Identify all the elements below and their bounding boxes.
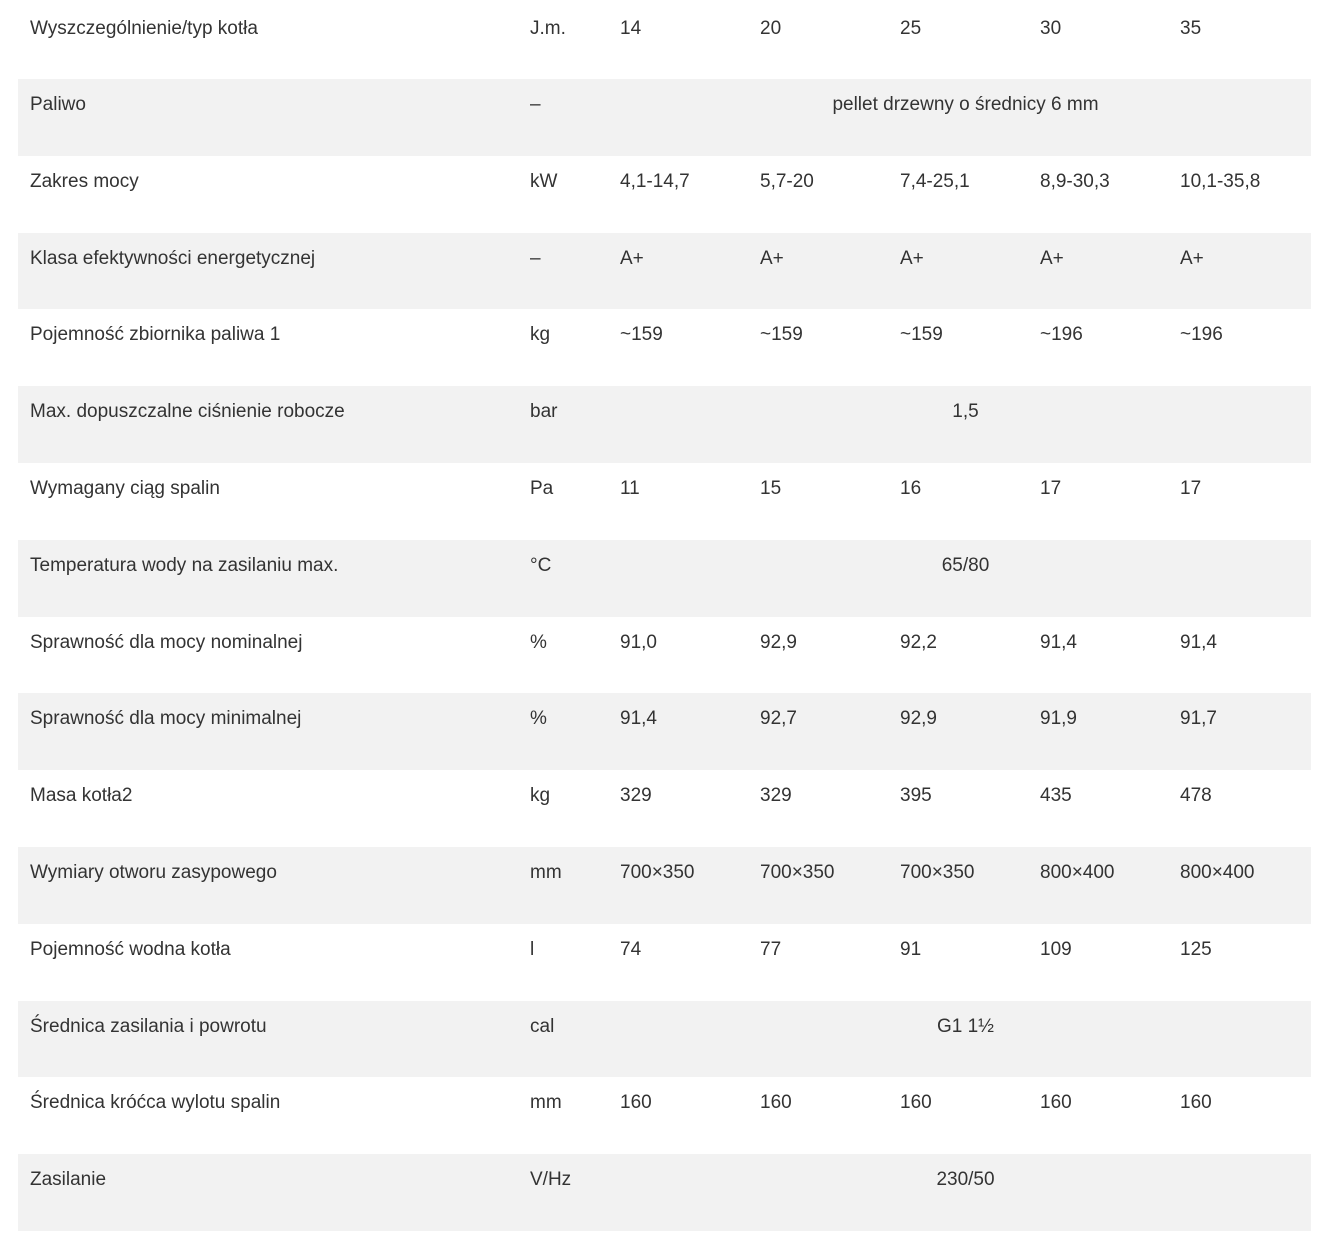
row-value-cell: ~159 [620, 324, 663, 346]
table-row [18, 1001, 1311, 1078]
row-unit-cell: – [530, 94, 541, 115]
row-unit-cell: cal [530, 1015, 555, 1037]
row-merged-value-cell: 1,5 [952, 401, 979, 423]
header-type-cell: 25 [900, 18, 922, 39]
row-value-cell: 478 [1180, 785, 1212, 807]
row-label-cell: Pojemność wodna kotła [30, 938, 231, 960]
row-label-cell: Średnica króćca wylotu spalin [30, 1092, 281, 1114]
row-label-cell: Temperatura wody na zasilaniu max. [30, 554, 339, 576]
row-unit-cell: l [530, 938, 535, 960]
row-value-cell: 77 [760, 938, 782, 960]
row-unit-cell: kg [530, 785, 551, 807]
table-row [18, 770, 1311, 847]
header-type-cell: 30 [1040, 18, 1062, 39]
row-value-cell: 15 [760, 477, 782, 499]
row-value-cell: 125 [1180, 938, 1212, 960]
row-unit-cell: mm [530, 1092, 562, 1114]
table-row [18, 540, 1311, 617]
row-unit-cell: kW [530, 170, 558, 192]
row-value-cell: 700×350 [900, 861, 975, 883]
table-row [18, 386, 1311, 463]
row-label-cell: Masa kotła2 [30, 785, 133, 807]
row-unit-cell: % [530, 708, 547, 730]
row-label-cell: Paliwo [30, 94, 86, 115]
table-row [18, 233, 1311, 310]
row-value-cell: 800×400 [1180, 861, 1255, 883]
row-label-cell: Wymagany ciąg spalin [30, 477, 220, 499]
table-row [18, 847, 1311, 924]
table-row [18, 924, 1311, 1001]
row-value-cell: A+ [1040, 247, 1064, 269]
table-header-row [18, 0, 1311, 79]
row-label-cell: Klasa efektywności energetycznej [30, 247, 316, 269]
header-type-cell: 35 [1180, 18, 1202, 39]
row-value-cell: ~159 [900, 324, 943, 346]
table-row [18, 309, 1311, 386]
header-type-cell: 20 [760, 18, 782, 39]
row-value-cell: 92,2 [900, 631, 937, 653]
row-value-cell: 92,9 [760, 631, 797, 653]
row-value-cell: ~159 [760, 324, 803, 346]
row-label-cell: Zasilanie [30, 1169, 107, 1191]
row-label-cell: Sprawność dla mocy nominalnej [30, 631, 303, 653]
row-value-cell: 91,4 [1040, 631, 1077, 653]
row-value-cell: 17 [1180, 477, 1202, 499]
row-value-cell: 92,9 [900, 708, 937, 730]
row-value-cell: 92,7 [760, 708, 797, 730]
row-value-cell: 11 [620, 477, 640, 499]
row-value-cell: 700×350 [620, 861, 695, 883]
row-merged-value-cell: pellet drzewny o średnicy 6 mm [832, 94, 1099, 115]
table-row [18, 463, 1311, 540]
boiler-spec-table [18, 0, 1311, 1231]
row-value-cell: A+ [620, 247, 644, 269]
row-value-cell: 91,4 [1180, 631, 1217, 653]
row-value-cell: 160 [760, 1092, 792, 1114]
row-unit-cell: V/Hz [530, 1169, 572, 1191]
table-row [18, 693, 1311, 770]
row-value-cell: 329 [760, 785, 792, 807]
row-value-cell: A+ [1180, 247, 1204, 269]
row-label-cell: Pojemność zbiornika paliwa 1 [30, 324, 281, 346]
row-unit-cell: °C [530, 554, 552, 576]
row-value-cell: 109 [1040, 938, 1072, 960]
header-label-cell: Wyszczególnienie/typ kotła [30, 18, 258, 39]
row-value-cell: 395 [900, 785, 932, 807]
table-row [18, 156, 1311, 233]
row-value-cell: A+ [760, 247, 784, 269]
row-unit-cell: bar [530, 401, 558, 423]
row-value-cell: 16 [900, 477, 922, 499]
row-merged-value-cell: 65/80 [941, 554, 990, 576]
row-value-cell: 7,4-25,1 [900, 170, 970, 192]
row-label-cell: Średnica zasilania i powrotu [30, 1015, 267, 1037]
row-value-cell: 91,7 [1180, 708, 1217, 730]
row-label-cell: Max. dopuszczalne ciśnienie robocze [30, 401, 345, 423]
row-label-cell: Sprawność dla mocy minimalnej [30, 708, 302, 730]
row-value-cell: 17 [1040, 477, 1062, 499]
row-value-cell: 4,1-14,7 [620, 170, 690, 192]
row-unit-cell: Pa [530, 477, 554, 499]
header-type-cell: 14 [620, 18, 642, 39]
row-value-cell: 700×350 [760, 861, 835, 883]
row-label-cell: Zakres mocy [30, 170, 139, 192]
row-value-cell: 91,9 [1040, 708, 1077, 730]
row-value-cell: 91,0 [620, 631, 657, 653]
table-row [18, 1154, 1311, 1231]
row-unit-cell: kg [530, 324, 551, 346]
row-value-cell: 329 [620, 785, 652, 807]
row-value-cell: 160 [620, 1092, 652, 1114]
row-value-cell: 435 [1040, 785, 1072, 807]
row-merged-value-cell: 230/50 [936, 1169, 995, 1191]
row-value-cell: 800×400 [1040, 861, 1115, 883]
row-value-cell: 8,9-30,3 [1040, 170, 1110, 192]
row-value-cell: 10,1-35,8 [1180, 170, 1261, 192]
row-value-cell: 5,7-20 [760, 170, 814, 192]
row-value-cell: 160 [1180, 1092, 1212, 1114]
spec-table-body [18, 0, 1311, 1231]
row-value-cell: 160 [900, 1092, 932, 1114]
row-unit-cell: % [530, 631, 547, 653]
row-value-cell: ~196 [1040, 324, 1083, 346]
row-value-cell: 91,4 [620, 708, 657, 730]
row-value-cell: 74 [620, 938, 642, 960]
row-unit-cell: – [530, 247, 541, 269]
row-value-cell: A+ [900, 247, 924, 269]
row-unit-cell: mm [530, 861, 562, 883]
header-unit-cell: J.m. [530, 18, 566, 39]
table-row [18, 79, 1311, 156]
row-value-cell: 160 [1040, 1092, 1072, 1114]
row-value-cell: 91 [900, 938, 922, 960]
row-value-cell: ~196 [1180, 324, 1223, 346]
row-merged-value-cell: G1 1½ [936, 1015, 995, 1037]
table-row [18, 1077, 1311, 1154]
table-row [18, 617, 1311, 694]
row-label-cell: Wymiary otworu zasypowego [30, 861, 277, 883]
